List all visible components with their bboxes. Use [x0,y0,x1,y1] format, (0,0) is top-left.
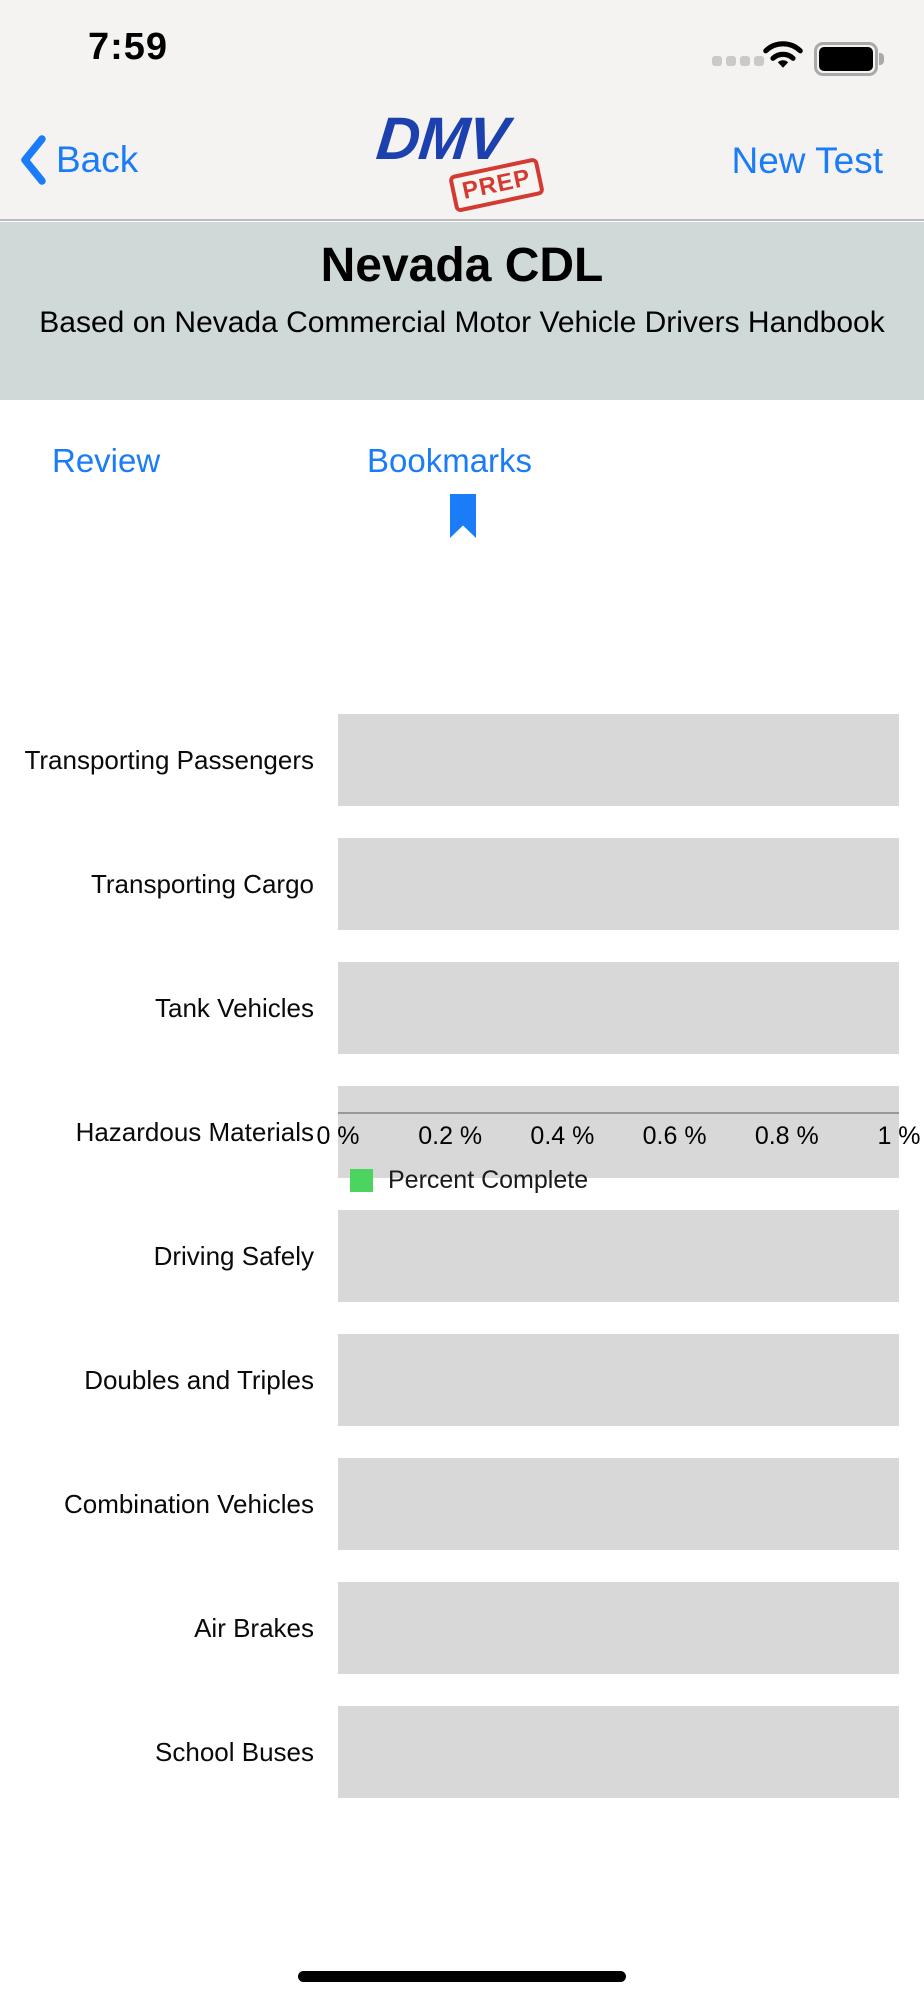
chart-row [0,1690,924,1814]
chart-bar-track [338,714,899,806]
x-axis-tick-label: 0.4 % [530,1122,595,1150]
title-band [0,222,924,400]
chart-row [0,1442,924,1566]
page-subtitle: Based on Nevada Commercial Motor Vehicle Drivers Handbook [39,306,885,339]
x-axis-tick-label: 0.6 % [642,1122,707,1150]
chart-bar-track [338,1458,899,1550]
chart-category-label: Combination Vehicles [63,1488,314,1519]
top-bars [0,0,924,221]
new-test-button[interactable]: New Test [731,140,883,181]
chevron-left-icon [20,134,46,186]
chart-row [0,1194,924,1318]
battery-fill [819,47,873,71]
chart-category-label: Air Brakes [194,1612,314,1643]
back-label: Back [56,139,139,180]
logo-prep-stamp: PREP [448,157,545,213]
x-axis-ticks [316,1122,921,1152]
tab-bookmarks[interactable]: Bookmarks [367,442,533,479]
chart-bar-track [338,1334,899,1426]
chart-bar-track [338,1210,899,1302]
chart-row [0,822,924,946]
dmv-prep-logo [373,104,547,219]
chart-category-label: Tank Vehicles [155,992,314,1023]
chart-category-label: Hazardous Materials [75,1116,314,1147]
chart-rows [0,698,924,1814]
battery-icon [814,42,878,76]
x-axis-tick-label: 0.2 % [418,1122,483,1150]
cellular-dot [712,56,722,66]
status-time: 7:59 [88,26,169,68]
chart-row [0,946,924,1070]
cellular-dots-icon [712,56,764,66]
chart-bar-track [338,838,899,930]
cellular-dot [740,56,750,66]
chart-row [0,698,924,822]
legend-swatch [350,1169,373,1192]
x-axis-tick-label: 0.8 % [754,1122,819,1150]
x-axis-line [338,1112,899,1114]
x-axis-tick-label: 0 % [316,1122,360,1150]
chart-bar-track [338,1582,899,1674]
chart-category-label: Transporting Cargo [90,868,314,899]
wifi-icon [762,38,804,77]
page-title: Nevada CDL [320,239,604,292]
chart-bar-track [338,962,899,1054]
legend-label: Percent Complete [388,1166,589,1194]
back-button[interactable] [20,134,138,186]
chart-category-label: School Buses [155,1736,314,1767]
tab-review[interactable]: Review [52,442,161,479]
chart-category-label: Driving Safely [153,1240,314,1271]
chart-row [0,1318,924,1442]
x-axis-tick-label: 1 % [877,1122,921,1150]
chart-row [0,1566,924,1690]
logo-dmv-text: DMV [373,105,511,172]
chart-category-label: Doubles and Triples [84,1364,314,1395]
battery-nib [879,53,884,65]
home-indicator[interactable] [298,1971,626,1982]
bookmark-icon[interactable] [450,494,476,543]
chart-legend [350,1166,588,1195]
chart-bar-track [338,1706,899,1798]
cellular-dot [726,56,736,66]
chart-category-label: Transporting Passengers [24,744,314,775]
